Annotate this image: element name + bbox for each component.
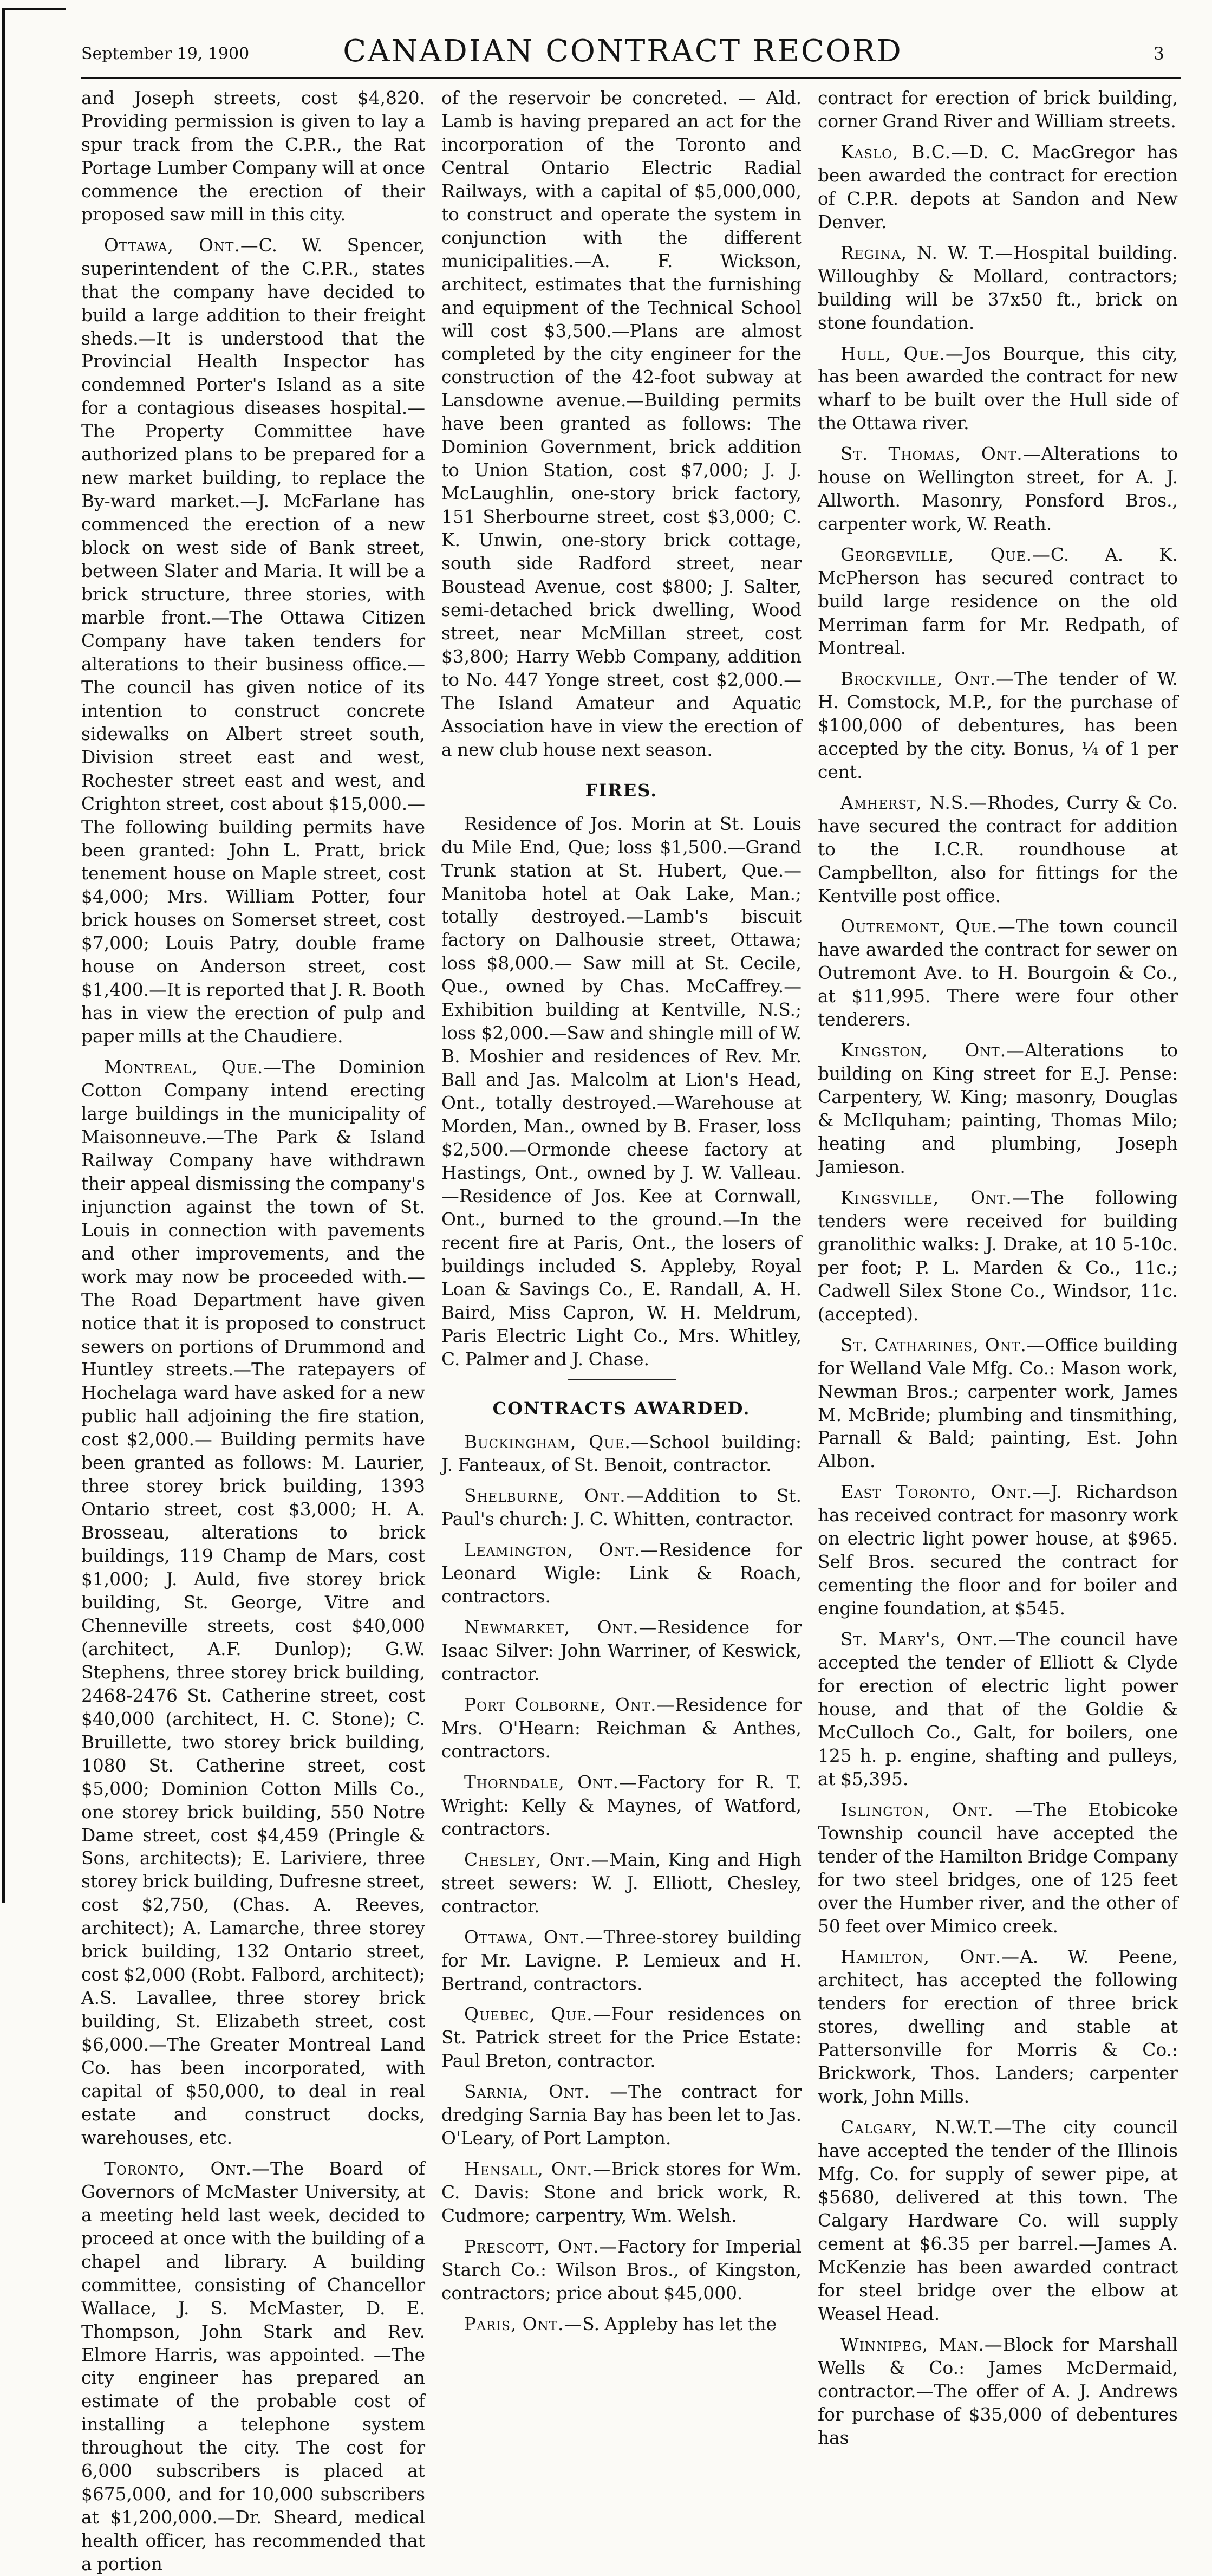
place-name: Kaslo, B.C.— (840, 141, 969, 163)
news-item (441, 1771, 802, 1841)
item-text: The contract for dredging Sarnia Bay has been let to Jas. O'Leary, of Port Lampton. (441, 2081, 802, 2149)
place-name: Quebec, Que.— (464, 2004, 611, 2025)
news-item (818, 2333, 1178, 2450)
news-item (81, 2157, 425, 2576)
item-text: The town council have awarded the contract for sewer on Outremont Ave. to H. Bourgoin & Co., at $11,995. There were four other tenderers. (818, 916, 1178, 1030)
news-item (81, 87, 425, 226)
place-name: Montreal, Que.— (104, 1057, 282, 1078)
item-text: Addition to St. Paul's church: J. C. Whitten, contractor. (441, 1485, 802, 1530)
place-name: St. Mary's, Ont.— (840, 1629, 1017, 1650)
news-item (81, 1056, 425, 2150)
left-margin-rule (2, 8, 5, 1903)
item-text: Rhodes, Curry & Co. have secured the contract for addition to the I.C.R. roundhouse at Campbellton, also for fittings for the Kentville post office. (818, 792, 1178, 906)
place-name: Kingsville, Ont.— (840, 1187, 1031, 1208)
item-text: S. Appleby has let the (582, 2313, 777, 2334)
item-text: Hospital building. Willoughby & Mollard, contractors; building will be 37x50 ft., brick on stone foundation. (818, 242, 1178, 333)
news-item (818, 1186, 1178, 1326)
item-text: The tender of W. H. Comstock, M.P., for the purchase of $100,000 of debentures, has been accepted by the city. Bonus, ¼ of 1 per cent. (818, 668, 1178, 782)
news-item (818, 791, 1178, 908)
news-item (441, 1616, 802, 1686)
news-item (818, 141, 1178, 234)
news-item (81, 234, 425, 1048)
place-name: Islington, Ont. — (840, 1799, 1034, 1820)
item-text: A. W. Peene, architect, has accepted the following tenders for erection of three brick stores, dwelling and stable at Pattersonville for Morris & Co.: Brickwork, Thos. Landers; carpenter work, John Mills. (818, 1946, 1178, 2107)
place-name: Outremont, Que.— (840, 916, 1016, 937)
item-text: Block for Marshall Wells & Co.: James McDermaid, contractor.—The offer of A. J. Andrews for purchase of $35,000 of debentures has (818, 2334, 1178, 2448)
item-text: Alterations to building on King street for E.J. Pense: Carpentery, W. King; masonry, Douglas & McIlquham; painting, Thomas Milo; heating and plumbing, Joseph Jamieson. (818, 1040, 1178, 1177)
news-item (818, 1799, 1178, 1938)
place-name: Prescott, Ont.— (464, 2236, 618, 2257)
news-item (818, 242, 1178, 335)
news-item (441, 1848, 802, 1918)
item-text: Residence for Leonard Wigle: Link & Roach, contractors. (441, 1540, 802, 1607)
news-item (818, 1628, 1178, 1791)
place-name: Sarnia, Ont. — (464, 2081, 629, 2103)
news-item (441, 1539, 802, 1608)
place-name: Leamington, Ont.— (464, 1540, 659, 1561)
place-name: Winnipeg, Man.— (840, 2334, 1003, 2355)
item-text: and Joseph streets, cost $4,820. Providing permission is given to lay a spur track from the C.P.R., the Rat Portage Lumber Company will at once commence the erection of their proposed saw mill in this city. (81, 88, 425, 225)
item-text: C. A. K. McPherson has secured contract to build large residence on the old Merriman farm for Mr. Redpath, of Montreal. (818, 544, 1178, 658)
page-number: 3 (1153, 43, 1164, 64)
news-item (818, 1334, 1178, 1474)
item-text: The council have accepted the tender of Elliott & Clyde for erection of electric light power house, and that of the Goldie & McCulloch Co., Galt, for boilers, one 125 h. p. engine, shafting and pulleys, at $5,395. (818, 1629, 1178, 1789)
place-name: Hensall, Ont.— (464, 2159, 611, 2180)
news-item (818, 915, 1178, 1031)
item-text: Factory for R. T. Wright: Kelly & Maynes, of Watford, contractors. (441, 1772, 802, 1839)
news-item (818, 443, 1178, 536)
news-item (818, 1945, 1178, 2108)
place-name: Amherst, N.S.— (840, 792, 988, 813)
place-name: Newmarket, Ont.— (464, 1617, 657, 1638)
place-name: Shelburne, Ont.— (464, 1485, 644, 1507)
place-name: Chesley, Ont.— (464, 1849, 610, 1870)
item-text: Jos Bourque, this city, has been awarded the contract for new wharf to be built over the Hull side of the Ottawa river. (818, 343, 1178, 434)
item-text: Alterations to house on Wellington street, for A. J. Allworth. Masonry, Ponsford Bros., carpenter work, W. Reath. (818, 444, 1178, 535)
item-text: School building: J. Fanteaux, of St. Benoit, contractor. (441, 1431, 802, 1476)
item-text: Four residences on St. Patrick street for the Price Estate: Paul Breton, contractor. (441, 2004, 802, 2072)
place-name: Port Colborne, Ont.— (464, 1695, 675, 1716)
place-name: Calgary, N.W.T.— (840, 2117, 1013, 2138)
place-name: Kingston, Ont.— (840, 1040, 1025, 1061)
column-2-lead-paragraph: of the reservoir be concreted. — Ald. Lamb is having prepared an act for the incorporation of the Toronto and Central Ontario Electric Radial Railways, with a capital of $5,000,000, to construct and operate the system in conjunction with the different municipalities.—A. F. Wickson, architect, estimates that the furnishing and equipment of the Technical School will cost $3,500.—Plans are almost completed by the city engineer for the construction of the 42-foot subway at Lansdowne avenue.—Building permits have been granted as follows: The Dominion Government, brick addition to Union Station, cost $7,000; J. J. McLaughlin, one-story brick factory, 151 Sherbourne street, cost $3,000; C. K. Unwin, one-story brick cottage, south side Radford street, near Boustead Avenue, cost $800; J. Salter, semi-detached brick dwelling, Wood street, near McMillan street, cost $3,800; Harry Webb Company, addition to No. 447 Yonge street, cost $2,000.—The Island Amateur and Aquatic Association have in view the erection of a new club house next season. (441, 88, 802, 760)
news-item (441, 2003, 802, 2073)
place-name: Regina, N. W. T.— (840, 242, 1014, 263)
news-item (441, 2158, 802, 2228)
place-name: Buckingham, Que.— (464, 1431, 649, 1452)
column-1 (81, 87, 425, 2575)
top-corner-rule (2, 8, 66, 10)
news-item (818, 2116, 1178, 2326)
place-name: Toronto, Ont.— (104, 2158, 271, 2179)
news-item (818, 667, 1178, 784)
item-text: The Etobicoke Township council have accepted the tender of the Hamilton Bridge Company for two steel bridges, one of 125 feet over the Humber river, and the other of 50 feet over Mimico creek. (818, 1799, 1178, 1937)
fires-heading: FIRES. (585, 780, 658, 801)
column-3 (818, 87, 1178, 2448)
news-item (441, 1431, 802, 1477)
section-divider (568, 1379, 676, 1380)
item-text: J. Richardson has received contract for masonry work on electric light power house, at $965. Self Bros. secured the contract for cementing the floor and for boiler and engine foundation, at $545. (818, 1482, 1178, 1619)
item-text: The following tenders were received for building granolithic walks: J. Drake, at 10 5-10c. per foot; P. L. Marden & Co., 11c.; Cadwell Silex Stone Co., Windsor, 11c. (accepted). (818, 1187, 1178, 1325)
place-name: Hull, Que.— (840, 343, 964, 364)
place-name: Ottawa, Ont.— (104, 235, 259, 256)
item-text: The city council have accepted the tender of the Illinois Mfg. Co. for supply of sewer pipe, at $5680, delivered at this town. The Calgary Hardware Co. will supply cement at $6.35 per barrel.—James A. McKenzie has been awarded contract for steel bridge over the elbow at Weasel Head. (818, 2117, 1178, 2324)
news-item (441, 2080, 802, 2150)
news-item (818, 1039, 1178, 1179)
place-name: St. Catharines, Ont.— (840, 1334, 1045, 1355)
place-name: Paris, Ont.— (464, 2313, 583, 2334)
place-name: Thorndale, Ont.— (464, 1772, 637, 1793)
place-name: Hamilton, Ont.— (840, 1946, 1020, 1968)
fires-paragraph: Residence of Jos. Morin at St. Louis du Mile End, Que; loss $1,500.—Grand Trunk station at St. Hubert, Que.—Manitoba hotel at Oak Lake, Man.; totally destroyed.—Lamb's biscuit factory on Dalhousie street, Ottawa; loss $8,000.— Saw mill at St. Cecile, Que., owned by Chas. McCaffrey.—Exhibition building at Kentville, N.S.; loss $2,000.—Saw and shingle mill of W. B. Moshier and residences of Rev. Mr. Ball and Jas. Malcolm at Lion's Head, Ont., totally destroyed.—Warehouse at Morden, Man., owned by B. Fraser, loss $2,500.—Ormonde cheese factory at Hastings, Ont., owned by J. W. Valleau.—Residence of Jos. Kee at Cornwall, Ont., burned to the ground.—In the recent fire at Paris, Ont., the losers of buildings included S. Appleby, Royal Loan & Savings Co., E. Randall, A. H. Baird, Miss Capron, W. H. Meldrum, Paris Electric Light Co., Mrs. Whitley, C. Palmer and J. Chase. (441, 813, 802, 1370)
column-2 (441, 87, 802, 2334)
header-rule (81, 77, 1181, 79)
item-text: The Board of Governors of McMaster University, at a meeting held last week, decided to proceed at once with the building of a chapel and library. A building committee, consisting of Chancellor Wallace, J. S. McMaster, D. E. Thompson, John Stark and Rev. Elmore Harris, was appointed. —The city engineer has prepared an estimate of the probable cost of installing a telephone system throughout the city. The cost for 6,000 subscribers is placed at $675,000, and for 10,000 subscribers at $1,200,000.—Dr. Sheard, medical health officer, has recommended that a portion (81, 2158, 425, 2575)
place-name: St. Thomas, Ont.— (840, 444, 1041, 465)
news-item (441, 2235, 802, 2305)
item-text: D. C. MacGregor has been awarded the contract for erection of C.P.R. depots at Sandon and New Denver. (818, 141, 1178, 232)
item-text: The Dominion Cotton Company intend erecting large buildings in the municipality of Maisonneuve.—The Park & Island Railway Company have withdrawn their appeal dismissing the company's injunction against the town of St. Louis in connection with pavements and other improvements, and the work may now be proceeded with.—The Road Department have given notice that it is proposed to construct sewers on portions of Drummond and Huntley streets.—The ratepayers of Hochelaga ward have asked for a new public hall adjoining the fire station, cost $2,000.— Building permits have been granted as follows: M. Laurier, three storey brick building, 1393 Ontario street, cost $3,000; H. A. Brosseau, alterations to brick buildings, 119 Champ de Mars, cost $1,000; J. Auld, five storey brick building, St. George, Vitre and Chenneville streets, cost $40,000 (architect, A.F. Dunlop); G.W. Stephens, three storey brick building, 2468-2476 St. Catherine street, cost $40,000 (architect, H. C. Stone); C. Bruillette, two storey brick building, 1080 St. Catherine street, cost $5,000; Dominion Cotton Mills Co., one storey brick building, 550 Notre Dame street, cost $4,459 (Pringle & Sons, architects); E. Lariviere, three storey brick building, Dufresne street, cost $2,750, (Chas. A. Reeves, architect); A. Lamarche, three storey brick building, 132 Ontario street, cost $2,000 (Robt. Falbord, architect); A.S. Lavallee, three storey brick building, St. Elizabeth street, cost $6,000.—The Greater Montreal Land Co. has been incorporated, with capital of $50,000, to deal in real estate and construct docks, warehouses, etc. (81, 1057, 425, 2148)
place-name: Ottawa, Ont.— (464, 1926, 604, 1948)
item-text: Brick stores for Wm. C. Davis: Stone and brick work, R. Cudmore; carpentry, Wm. Welsh. (441, 2159, 802, 2227)
news-item (818, 1481, 1178, 1620)
page-header (81, 34, 1164, 77)
item-text: Factory for Imperial Starch Co.: Wilson Bros., of Kingston, contractors; price about $45,000. (441, 2236, 802, 2304)
contracts-list (441, 1431, 802, 2336)
item-text: Office building for Welland Vale Mfg. Co.: Mason work, Newman Bros.; carpenter work, James M. McBride; plumbing and tinsmithing, Parnall & Bald; painting, Est. John Albon. (818, 1334, 1178, 1472)
item-text: C. W. Spencer, superintendent of the C.P.R., states that the company have decided to build a large addition to their freight sheds.—It is understood that the Provincial Health Inspector has condemned Porter's Island as a site for a contagious diseases hospital.—The Property Committee have authorized plans to be prepared for a new market building, to replace the By-ward market.—J. McFarlane has commenced the erection of a new block on west side of Bank street, between Slater and Maria. It will be a brick structure, three stories, with marble front.—The Ottawa Citizen Company have taken tenders for alterations to their business office.—The council has given notice of its intention to construct concrete sidewalks on Albert street south, Division street east and west, Rochester street east and west, and Crighton street, cost about $15,000.—The following building permits have been granted: John L. Pratt, brick tenement house on Maple street, cost $4,000; Mrs. William Potter, four brick houses on Somerset street, cost $7,000; Louis Patry, double frame house on Anderson street, cost $1,400.—It is reported that J. R. Booth has in view the erection of pulp and paper mills at the Chaudiere. (81, 235, 425, 1047)
news-item (818, 342, 1178, 436)
place-name: East Toronto, Ont.— (840, 1482, 1051, 1503)
news-item (818, 543, 1178, 660)
issue-date: September 19, 1900 (81, 44, 250, 63)
place-name: Georgeville, Que.— (840, 544, 1051, 566)
news-item (441, 2313, 802, 2336)
news-item (441, 1484, 802, 1531)
item-text: Residence for Mrs. O'Hearn: Reichman & Anthes, contractors. (441, 1695, 802, 1762)
item-text: contract for erection of brick building, corner Grand River and William streets. (818, 88, 1178, 132)
item-text: Residence for Isaac Silver: John Warriner, of Keswick, contractor. (441, 1617, 802, 1685)
masthead-title: CANADIAN CONTRACT RECORD (343, 34, 903, 69)
news-item (441, 1693, 802, 1763)
news-item (441, 1926, 802, 1996)
item-text: Three-storey building for Mr. Lavigne. P. Lemieux and H. Bertrand, contractors. (441, 1926, 802, 1994)
place-name: Brockville, Ont.— (840, 668, 1014, 689)
contracts-awarded-heading: CONTRACTS AWARDED. (492, 1398, 751, 1419)
news-item (818, 87, 1178, 133)
item-text: Main, King and High street sewers: W. J. Elliott, Chesley, contractor. (441, 1849, 802, 1917)
